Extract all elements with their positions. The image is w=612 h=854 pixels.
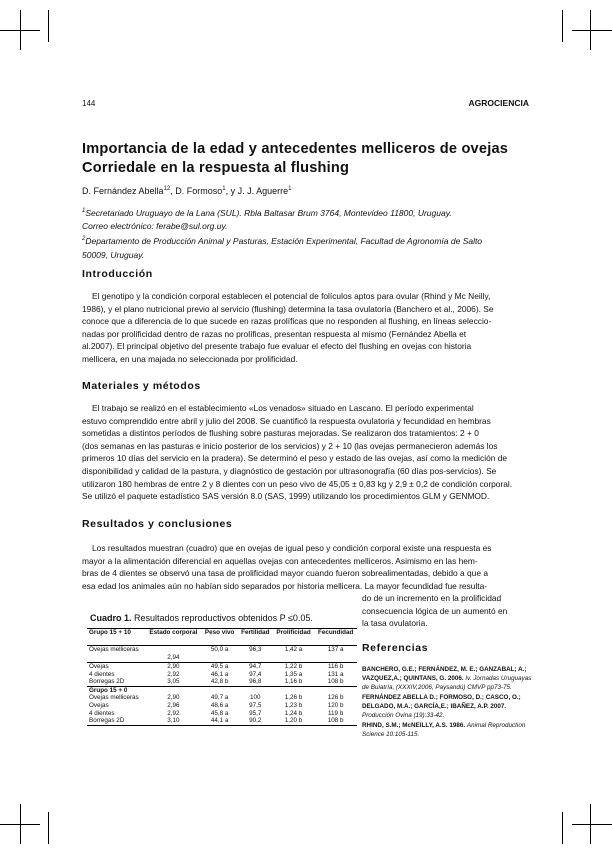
table-header-row [87, 629, 357, 646]
reference-item [362, 721, 532, 739]
affil-marker-1: 1 [82, 208, 86, 214]
table-cell: 2,94 [167, 654, 180, 662]
table-cell: 120 b [327, 701, 344, 709]
section-heading-materiales: Materiales y métodos [82, 380, 201, 392]
methods-line: (dos semanas en las pasturas e inicio posterior de los servicios) y 2 + 10 (las ovejas permanecieron además los [82, 440, 498, 451]
crop-mark [572, 824, 612, 825]
table-header: Estado corporal [145, 629, 201, 646]
table-cell: Borregas 2D [87, 717, 145, 725]
results-table [87, 628, 357, 726]
table-cell: 49,5 a [202, 663, 238, 671]
methods-line: primeros 10 días del servicio en la pradera). Se determinó el peso y estado de las ovejas, así como la medición de [82, 453, 508, 464]
table-cell: 108 b [327, 678, 344, 686]
table-cell: Ovejas melliceras [89, 694, 139, 702]
table-group-label: Grupo 15 + 0 [87, 686, 357, 694]
table-cell: 100 [250, 694, 261, 702]
intro-line: al.2007). El principal objetivo del presente trabajo fue evaluar el efecto del flushing en ovejas con historia [82, 341, 472, 352]
table-cell: 2,90 [145, 663, 201, 671]
intro-paragraph [82, 290, 532, 366]
reference-authors: RHIND, S.M.; McNEILLY, A.S. [362, 722, 448, 729]
results-paragraph-continued [362, 592, 532, 630]
reference-year: 2006. [447, 675, 464, 682]
table-cell: 3,10 [145, 717, 201, 725]
section-heading-referencias: Referencias [362, 642, 429, 654]
crop-mark [48, 812, 49, 844]
methods-line: utilizaron 180 hembras de entre 2 y 8 dientes con un peso vivo de 45,05 ± 0,83 kg y 2,9 ± 0,2 de condición corporal. [82, 478, 513, 489]
table-cell: 1,23 b [284, 701, 303, 709]
table-cell: 50,0 a [210, 646, 229, 653]
table-cell: Borregas 2D [89, 678, 125, 686]
author-2: , D. Formoso [170, 186, 223, 196]
table-row [87, 710, 357, 718]
results-line: la tasa ovulatoria. [362, 618, 428, 629]
table-caption [90, 613, 313, 623]
table-header: Grupo 15 + 10 [87, 629, 145, 646]
methods-line: sometidas a distintos períodos de flushing sobre pasturas mejoradas. Se realizaron dos tratamientos: 2 + 0 [82, 428, 479, 439]
table-cell: 45,8 a [210, 709, 229, 717]
reference-source: Iv. Jornadas Uruguayas de Buiatría, (XXXIV,2006, Paysandú) CMVP pp73-75. [362, 675, 532, 691]
table-cell: 1,24 b [284, 709, 303, 717]
table-cell: 119 b [328, 709, 344, 717]
table-cell: 90,2 [238, 717, 273, 725]
table-cell: 3,05 [167, 678, 180, 686]
crop-mark [0, 30, 40, 31]
author-3: , y J. J. Aguerre [225, 186, 289, 196]
author-2-affil: 1 [222, 186, 226, 192]
table-cell: 97,4 [249, 670, 262, 678]
table-cell: 1,22 b [273, 663, 315, 671]
reference-source: Producción Ovina (19):33-42. [362, 712, 445, 719]
crop-mark [0, 824, 40, 825]
table-cell: 96,8 [249, 678, 262, 686]
article-title [82, 140, 532, 178]
table-row [87, 717, 357, 725]
table-cell: Ovejas [89, 701, 109, 709]
author-3-affil: 1 [288, 186, 292, 192]
title-line-2: Corriedale en la respuesta al flushing [82, 160, 350, 176]
table-cell: 2,90 [167, 694, 180, 702]
title-line-1: Importancia de la edad y antecedentes melliceros de ovejas [82, 141, 509, 157]
journal-header: AGROCIENCIA [468, 98, 529, 108]
table-cell: 48,6 a [210, 701, 229, 709]
table-cell: 95,7 [249, 709, 262, 717]
reference-list [362, 665, 532, 740]
table-cell: 96,3 [249, 646, 262, 653]
table-cell: 1,35 a [284, 670, 303, 678]
reference-year: 2007. [490, 703, 507, 710]
author-list [82, 186, 291, 196]
table-cell: 1,20 b [273, 717, 315, 725]
table-cell: 137 a [327, 646, 344, 653]
methods-line: disponibilidad y calidad de la pastura, y diagnóstico de gestación por ultrasonografía (60 días pos-servicios). Se [82, 465, 497, 476]
table-cell: 2,92 [167, 709, 180, 717]
intro-line: mellicera, en una majada no seleccionada por prolificidad. [82, 353, 298, 364]
table-cell: 94,7 [238, 663, 273, 671]
author-1-affil: 12 [163, 186, 171, 192]
table-row [87, 678, 357, 686]
table-header: Fecundidad [314, 629, 357, 646]
results-line: mayor a la alimentación diferencial en aquellas ovejas con antecedentes melliceros. Asimismo en las hem- [82, 555, 478, 566]
intro-line: El genotipo y la condición corporal establecen el potencial de folículos aptos para ovular (Rhind y Mc Neilly, [92, 291, 491, 301]
intro-line: 1986), y el plano nutricional previo al servicio (flushing) determina la tasa ovulatoria (Banchero et al., 2006). Se [82, 303, 494, 314]
methods-paragraph [82, 402, 532, 503]
table-cell: 116 b [314, 663, 357, 671]
methods-line: Se utilizó el paquete estadístico SAS versión 8.0 (SAS, 1999) utilizando los procedimientos GLM y GENMOD. [82, 491, 490, 502]
reference-item [362, 693, 532, 720]
crop-mark [572, 30, 612, 31]
table-cell: 108 b [314, 717, 357, 725]
table-cell: 46,1 a [210, 670, 229, 678]
table-row [87, 646, 357, 663]
table-cell: 126 b [327, 694, 344, 702]
table-cell: 2,96 [167, 701, 180, 709]
table-cell: Ovejas [87, 663, 145, 671]
table-cell: 97,5 [249, 701, 262, 709]
affiliation-email: Correo electrónico: ferabe@sul.org.uy. [82, 221, 228, 232]
table-row [87, 671, 357, 679]
results-line: consecuencia lógica de un aumentó en [362, 605, 508, 616]
intro-line: nadas por prolificidad dentro de razas no prolíficas, presentan respuesta al mismo (Fernández Abella et [82, 328, 467, 339]
reference-source: Animal Reproduction Science 10:105-115. [362, 722, 526, 738]
section-heading-introduccion: Introducción [82, 268, 153, 280]
reference-authors: FERNÁNDEZ ABELLA D.; FORMOSO, D.; CASCO, O.; DELGADO, M.A.; GARCÍA,E.; IBAÑEZ, A.P. [362, 694, 521, 710]
crop-mark [562, 10, 563, 42]
affiliation-2: Departamento de Producción Animal y Pasturas, Estación Experimental, Facultad de Agronomía de Salto [85, 236, 483, 247]
reference-item [362, 665, 532, 692]
table-header: Prolificidad [273, 629, 315, 646]
table-caption-text: Resultados reproductivos obtenidos P ≤0.05. [131, 613, 313, 623]
table-row [87, 663, 357, 671]
table-row [87, 694, 357, 702]
table-cell: 44,1 a [202, 717, 238, 725]
methods-line: El trabajo se realizó en el establecimiento «Los venados» situado en Lascano. El período experimental [92, 403, 474, 413]
results-line: esa edad los animales aún no habían sido separados por historia mellicera. La mayor fecundidad fue resulta- [82, 580, 488, 591]
crop-mark [48, 10, 49, 42]
affiliation-2-cont: 50009, Uruguay. [82, 249, 145, 260]
table-cell: 42,8 b [210, 678, 229, 686]
section-heading-resultados: Resultados y conclusiones [82, 518, 233, 530]
table-cell: 1,16 b [284, 678, 303, 686]
table-cell: Ovejas melliceras [89, 646, 139, 653]
reference-year: 1986. [449, 722, 466, 729]
table-header: Fertilidad [238, 629, 273, 646]
results-paragraph [82, 542, 532, 592]
results-line: bras de 4 dientes se observó una tasa de prolificidad mayor cuando fueron sobrealimentadas, debido a que a [82, 568, 488, 579]
table-cell: 2,92 [167, 670, 180, 678]
affiliation-1: Secretariado Uruguayo de la Lana (SUL). Rbla Baltasar Brum 3764, Montevideo 11800, Uruguay. [85, 207, 452, 218]
author-1: D. Fernández Abella [82, 186, 164, 196]
table-cell: 4 dientes [89, 709, 115, 717]
affil-marker-2: 2 [82, 236, 86, 243]
page-number: 144 [82, 99, 96, 108]
table-header: Peso vivo [202, 629, 238, 646]
table-cell: 131 a [327, 670, 344, 678]
results-line: do de un incremento en la prolificidad [362, 593, 502, 603]
intro-line: conoce que a diferencia de lo que sucede en razas prolíficas que no responden al flushing, en líneas seleccio- [82, 316, 492, 327]
table-caption-label: Cuadro 1. [90, 613, 132, 623]
table-cell: 49,7 a [210, 694, 229, 702]
table-row [87, 702, 357, 710]
methods-line: estuvo comprendido entre abril y julio del 2008. Se cuantificó la respuesta ovulatoria y fecundidad en hembras [82, 415, 491, 426]
reference-authors: BANCHERO, G.E.; FERNÁNDEZ, M. E.; GANZABAL; A.; VAZQUEZ,A.; QUINTANS, G. [362, 666, 527, 682]
table-cell: 1,26 b [284, 694, 303, 702]
results-line: Los resultados muestran (cuadro) que en ovejas de igual peso y condición corporal existe una respuesta es [92, 543, 492, 553]
table-cell: 1,42 a [284, 646, 303, 653]
affiliations [82, 205, 532, 262]
table-cell: 4 dientes [89, 670, 115, 678]
crop-mark [562, 812, 563, 844]
table-group-row [87, 686, 357, 694]
